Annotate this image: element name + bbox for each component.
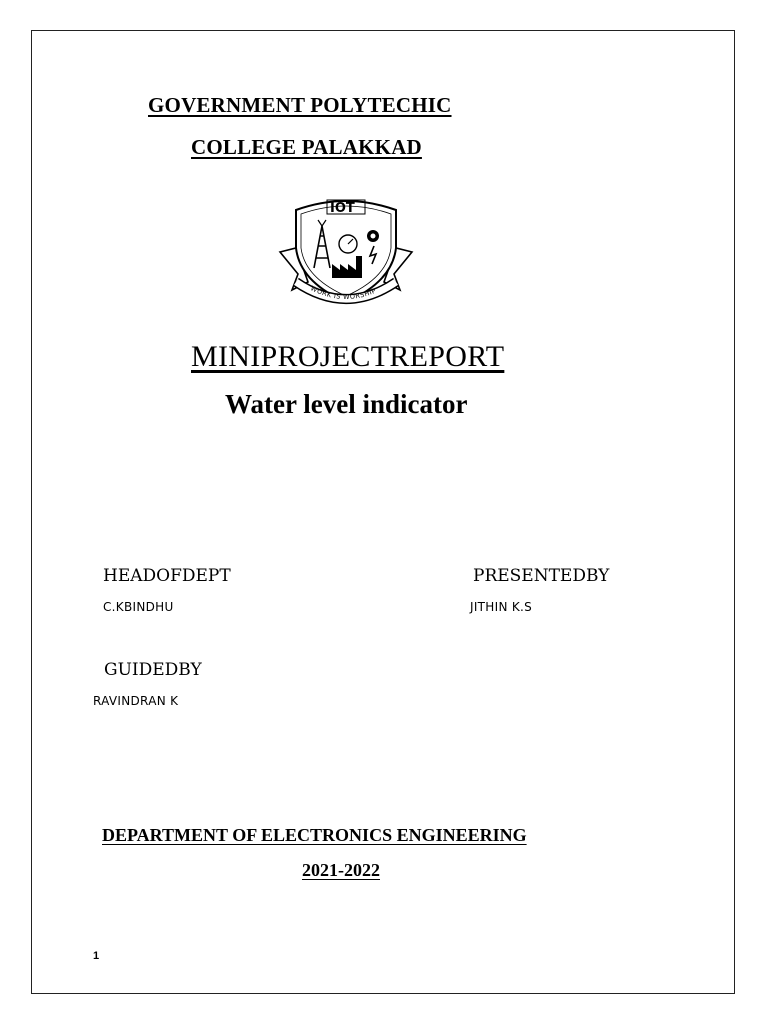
academic-year: 2021-2022 — [302, 860, 380, 880]
department-name: DEPARTMENT OF ELECTRONICS ENGINEERING — [102, 825, 527, 845]
report-title: MINIPROJECTREPORT — [191, 340, 505, 373]
page-number: 1 — [93, 950, 100, 962]
guided-by-name: RAVINDRAN K — [93, 694, 179, 708]
emblem-top-text: IOT — [330, 201, 355, 216]
college-name-line2: COLLEGE PALAKKAD — [191, 135, 422, 159]
presented-by-name: JITHIN K.S — [470, 600, 533, 614]
college-emblem-icon — [274, 186, 418, 314]
guided-by-label: GUIDEDBY — [104, 660, 202, 680]
project-title: Water level indicator — [225, 389, 468, 419]
page-border — [31, 30, 735, 994]
college-name-line1: GOVERNMENT POLYTECHIC — [148, 93, 452, 117]
head-of-dept-name: C.KBINDHU — [103, 600, 174, 614]
emblem-motto: WORK IS WORSHIP — [309, 284, 378, 302]
head-of-dept-label: HEADOFDEPT — [103, 566, 231, 586]
presented-by-label: PRESENTEDBY — [473, 566, 610, 586]
